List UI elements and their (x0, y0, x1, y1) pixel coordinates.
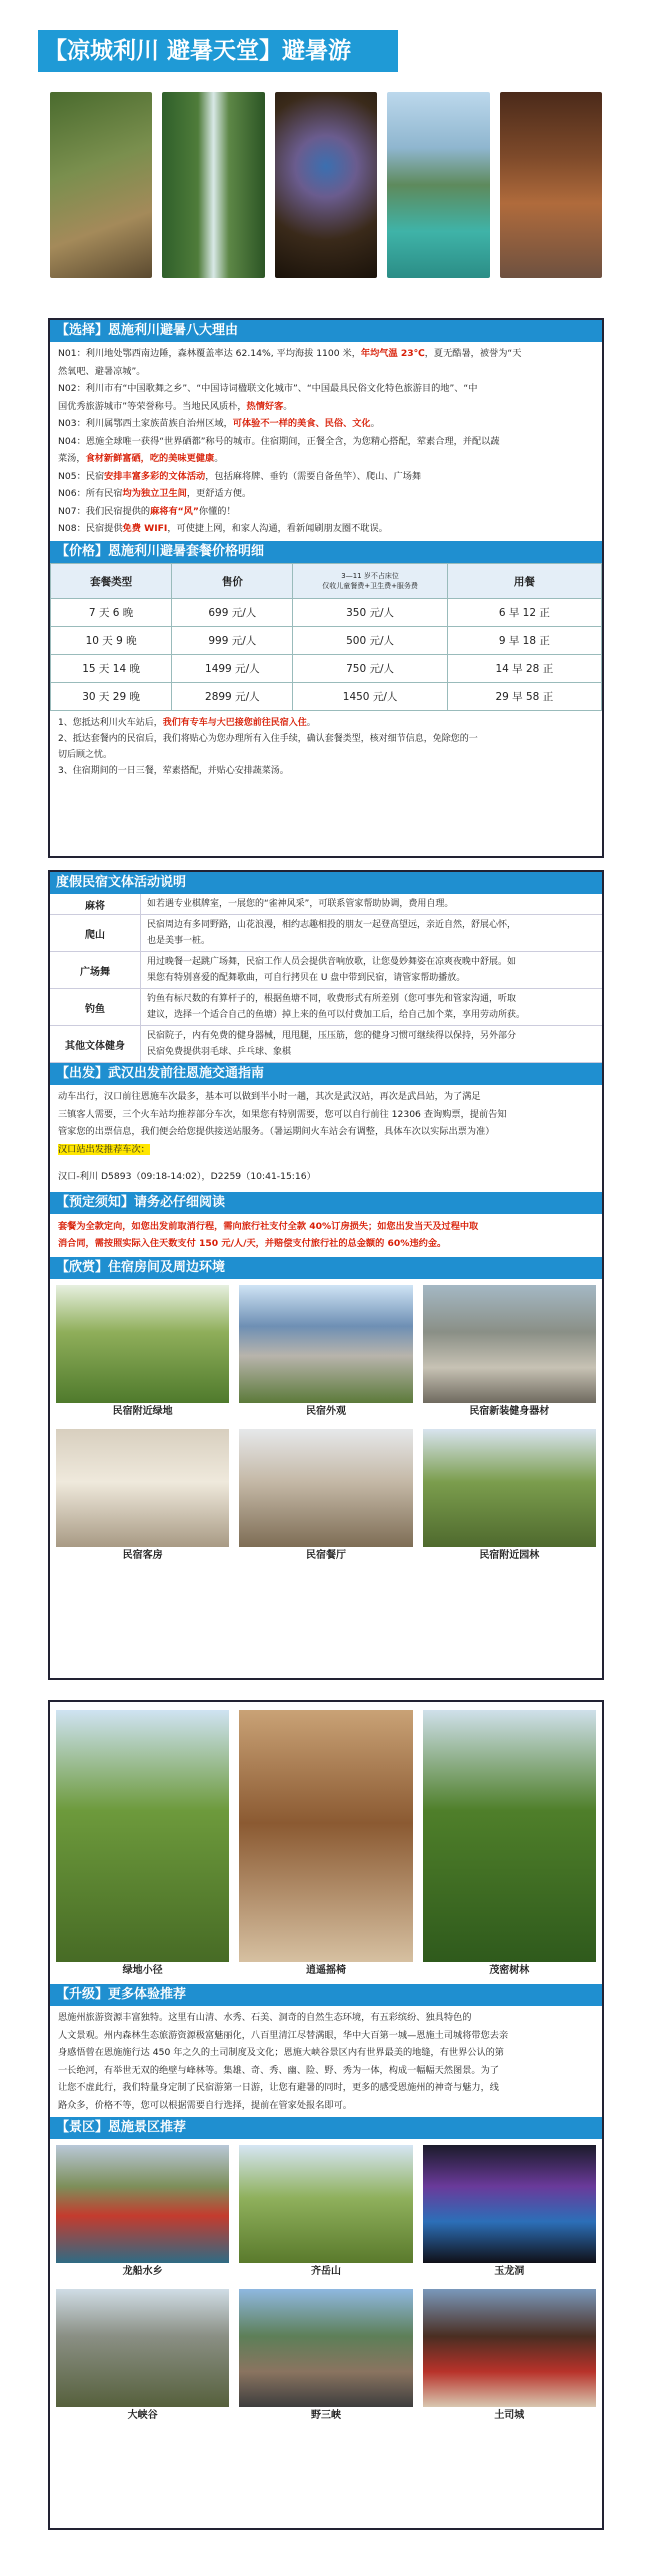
reason-text-red: 均为独立卫生间 (122, 488, 187, 499)
price-bar: 【价格】恩施利川避暑套餐价格明细 (50, 541, 602, 563)
reason-text-red: 免费 WIFI (122, 523, 168, 534)
reason-text-before: N01：利川地处鄂西南边陲，森林覆盖率达 62.14%, 平均海拔 1100 米， (58, 348, 361, 359)
price-cell: 699 元/人 (172, 599, 293, 627)
reason-text-before: 国优秀旅游城市”等荣誉称号。当地民风质朴， (58, 400, 247, 412)
reason-line (58, 450, 594, 468)
activity-desc (141, 952, 602, 988)
env2-card (56, 1710, 229, 1980)
scenic-image (56, 2145, 229, 2263)
price-note-part: 我们有专车与大巴接您前往民宿入住 (162, 718, 307, 728)
scenic-caption: 玉龙洞 (494, 2266, 525, 2277)
price-note-part: 切后顾之忧。 (58, 750, 113, 760)
price-cell: 15 天 14 晚 (51, 655, 172, 683)
scenic-card (239, 2145, 412, 2281)
price-note-part: 2、抵达套餐内的民宿后，我们将贴心为您办理所有入住手续，确认套餐类型，核对细节信息，免除您的一 (58, 734, 478, 744)
scenic-caption: 土司城 (494, 2410, 525, 2421)
env-grid (50, 1279, 602, 1569)
activity-row (50, 1026, 602, 1063)
activity-desc-line: 果您有特别喜爱的配舞歌曲，可自行拷贝在 U 盘中带到民宿，请管家帮助播放。 (147, 973, 466, 983)
env-caption: 民宿客房 (122, 1549, 163, 1561)
reason-text-after: 。 (370, 418, 380, 429)
recommend-text (50, 2006, 602, 2117)
activity-name: 钓鱼 (50, 989, 141, 1025)
reason-line (58, 415, 594, 433)
gallery-image-waterfall (162, 92, 264, 278)
reason-line (58, 520, 594, 538)
env-bar: 【欣赏】住宿房间及周边环境 (50, 1257, 602, 1279)
reason-line (58, 503, 594, 521)
reason-text-before: N08：民宿提供 (58, 523, 123, 534)
activity-name: 爬山 (50, 915, 141, 951)
price-notes (50, 711, 602, 785)
env2-grid (50, 1702, 602, 1984)
recommend-line: 身感悟曾在恩施施行达 450 年之久的土司制度及文化；恩施大峡谷景区内有世界最美的地缝，有世界公认的第 (58, 2047, 504, 2058)
train-list: 汉口-利川 D5893（09:18-14:02），D2259（10:41-15:16） (58, 1171, 316, 1182)
top-gallery (50, 92, 602, 282)
price-cell: 6 早 12 正 (447, 599, 601, 627)
scenic-card (239, 2289, 412, 2425)
activities-panel (48, 870, 604, 1680)
scenic-image (239, 2289, 412, 2407)
price-cell: 500 元/人 (293, 627, 447, 655)
activity-desc-line: 民宿院子，内有免费的健身器械，甩甩腿，压压筋，您的健身习惯可继续得以保持，另外部分 (147, 1031, 517, 1041)
reason-line (58, 433, 594, 451)
scenic-caption: 齐岳山 (310, 2266, 341, 2277)
reason-text-before: N04：恩施全球唯一获得“世界硒都”称号的城市。住宿期间，正餐全含，为您精心搭配，荤素合理，并配以蔬 (58, 435, 500, 447)
reason-text-red: 热情好客 (246, 400, 284, 412)
activity-desc (141, 989, 602, 1025)
activity-desc-line: 钓鱼有标尺数的有算杆子的，根据鱼塘不同，收费形式有所差别（您可事先和管家沟通，听取 (147, 994, 517, 1004)
reason-text-before: 然氧吧、避暑凉城”。 (58, 365, 146, 377)
scenic-image (423, 2289, 596, 2407)
recommend-line: 恩施州旅游资源丰富独特。这里有山清、水秀、石美、洞奇的自然生态环境，有五彩缤纷、独具特色的 (58, 2012, 472, 2023)
env-card (239, 1429, 412, 1565)
env-card (239, 1285, 412, 1421)
env2-caption: 绿地小径 (122, 1965, 163, 1976)
env-card (423, 1285, 596, 1421)
recommend-line: 让您不虚此行，我们特量身定制了民宿游第一日游，让您有避暑的同时，更多的感受恩施州的神奇与魅力，线 (58, 2082, 499, 2093)
scenic-caption: 龙船水乡 (122, 2266, 163, 2277)
price-note-part: 3、住宿期间的一日三餐，荤素搭配，并贴心安排蔬菜汤。 (58, 766, 289, 776)
notice-bar: 【预定须知】请务必仔细阅读 (50, 1192, 602, 1214)
train-highlight: 汉口站出发推荐车次： (58, 1143, 150, 1155)
transport-line: 管家您的出票信息，我们便会给您提供接送站服务。（暑运期间火车站会有调整，具体车次以实际出票为准） (58, 1126, 495, 1137)
activities-bar: 度假民宿文体活动说明 (50, 872, 602, 894)
env-caption: 民宿餐厅 (305, 1549, 346, 1561)
reason-text-after: 。 (283, 400, 293, 412)
reason-text-after: ，包括麻将牌、垂钓（需要自备鱼竿）、爬山、广场舞 (205, 470, 422, 482)
activity-row (50, 989, 602, 1026)
reason-line (58, 468, 594, 486)
price-note (58, 747, 594, 763)
price-note (58, 731, 594, 747)
env2-image (239, 1710, 412, 1962)
price-row (51, 683, 602, 711)
scenic-card (423, 2289, 596, 2425)
reason-text-before: N06：所有民宿 (58, 488, 123, 499)
reason-text-red: 安排丰富多彩的文体活动 (104, 470, 206, 482)
price-cell: 2899 元/人 (172, 683, 293, 711)
activity-desc-line: 如若遇专业棋牌室，一展您的“雀神风采”，可联系管家帮助协调，费用自理。 (147, 899, 454, 909)
env-card (56, 1285, 229, 1421)
reason-text-after: 你懂的！ (198, 505, 236, 517)
transport-text (50, 1085, 602, 1141)
price-cell: 30 天 29 晚 (51, 683, 172, 711)
activity-row (50, 952, 602, 989)
price-table (50, 563, 602, 711)
reason-text-red: 年均气温 23℃ (360, 348, 425, 359)
price-col-type: 套餐类型 (51, 564, 172, 599)
env-image (423, 1429, 596, 1547)
env-image (239, 1429, 412, 1547)
env2-caption: 茂密树林 (489, 1965, 530, 1976)
price-row (51, 599, 602, 627)
price-cell: 999 元/人 (172, 627, 293, 655)
reason-text-before: N07：我们民宿提供的 (58, 505, 151, 517)
reason-line (58, 398, 594, 416)
reasons-text (50, 342, 602, 541)
scenic-grid (50, 2139, 602, 2429)
price-cell: 7 天 6 晚 (51, 599, 172, 627)
env-caption: 民宿附近园林 (479, 1549, 540, 1561)
reason-text-before: 菜汤， (58, 453, 86, 464)
activity-name: 广场舞 (50, 952, 141, 988)
reason-line (58, 345, 594, 363)
scenic-image (423, 2145, 596, 2263)
recommend-line: 人文景观。州内森林生态旅游资源极富魅丽化，八百里清江尽替满眼，华中大百第一城—恩施土司城将带您去亲 (58, 2029, 509, 2041)
price-col-child-line2: 仅收儿童餐费+卫生费+服务费 (322, 582, 418, 590)
reason-text-after: ，夏无酷暑，被誉为“天 (424, 348, 522, 359)
activity-name: 其他文体健身 (50, 1026, 141, 1062)
scenic-image (239, 2145, 412, 2263)
gallery-image-lake (387, 92, 489, 278)
price-note-part: 1、您抵达利川火车站后， (58, 718, 163, 728)
reasons-price-panel (48, 318, 604, 858)
activity-row (50, 915, 602, 952)
reason-text-red: 食材新鲜富硒，吃的美味更健康 (85, 453, 215, 464)
price-cell: 750 元/人 (293, 655, 447, 683)
activity-desc (141, 915, 602, 951)
notice-text (50, 1214, 602, 1257)
notice-line: 套餐为全款定向，如您出发前取消行程，需向旅行社支付全款 40%订房损失；如您出发当天及过程中取 (58, 1220, 479, 1232)
env2-card (239, 1710, 412, 1980)
page-title: 【凉城利川 避暑天堂】避暑游 (38, 30, 398, 72)
env2-caption: 逍遥摇椅 (305, 1965, 346, 1976)
recommend-line: 一长绝河，有举世无双的绝壁与峰林等。集雄、奇、秀、幽、险、野、秀为一体，构成一幅幅天然图景。为了 (58, 2064, 499, 2076)
transport-line: 三镇客人需要，三个火车站均推荐部分车次，如果您有特别需要，您可以自行前往 12306 查询购票，提前告知 (58, 1108, 507, 1120)
reason-line (58, 485, 594, 503)
env-image (239, 1285, 412, 1403)
env-caption: 民宿附近绿地 (112, 1405, 173, 1417)
price-col-child-line1: 3—11 岁不占床位 (341, 572, 399, 580)
price-cell: 29 早 58 正 (447, 683, 601, 711)
notice-line: 消合同，需按照实际入住天数支付 150 元/人/天，并赔偿支付旅行社的总金额的 60%违约金。 (58, 1238, 447, 1249)
reason-line (58, 380, 594, 398)
env2-image (423, 1710, 596, 1962)
reason-text-before: N03：利川属鄂西土家族苗族自治州区域， (58, 418, 233, 429)
price-col-meal: 用餐 (447, 564, 601, 599)
scenic-image (56, 2289, 229, 2407)
price-row (51, 655, 602, 683)
price-cell: 14 早 28 正 (447, 655, 601, 683)
gallery-image-gate (500, 92, 602, 278)
scenic-card (56, 2289, 229, 2425)
env2-image (56, 1710, 229, 1962)
activity-desc (141, 1026, 602, 1062)
gallery-image-performer (275, 92, 377, 278)
price-cell: 10 天 9 晚 (51, 627, 172, 655)
price-cell: 1499 元/人 (172, 655, 293, 683)
price-cell: 1450 元/人 (293, 683, 447, 711)
reason-text-after: 。 (214, 453, 224, 464)
price-col-price: 售价 (172, 564, 293, 599)
env-caption: 民宿新装健身器材 (469, 1405, 550, 1417)
env2-card (423, 1710, 596, 1980)
env-image (56, 1285, 229, 1403)
price-row (51, 627, 602, 655)
scenic-caption: 野三峡 (310, 2410, 341, 2421)
transport-extra (50, 1141, 602, 1186)
gallery-image-stone-path (50, 92, 152, 278)
activities-table (50, 894, 602, 1063)
scenic-card (56, 2145, 229, 2281)
recommend-bar: 【升级】更多体验推荐 (50, 1984, 602, 2006)
price-note (58, 715, 594, 731)
recommend-line: 路众多，价格不等，您可以根据需要自行选择，提前在管家处报名即可。 (58, 2099, 352, 2111)
reasons-bar: 【选择】恩施利川避暑八大理由 (50, 320, 602, 342)
scenic-bar: 【景区】恩施景区推荐 (50, 2117, 602, 2139)
reason-text-red: 可体验不一样的美食、民俗、文化 (232, 418, 371, 429)
reason-line (58, 363, 594, 381)
price-col-child (293, 564, 447, 599)
reason-text-red: 麻将有“风” (150, 505, 199, 517)
price-cell: 350 元/人 (293, 599, 447, 627)
reason-text-after: ，更舒适方便。 (186, 488, 252, 499)
activity-desc-line: 用过晚餐一起跳广场舞，民宿工作人员会提供音响放歌，让您曼妙舞姿在凉爽夜晚中舒展。如 (147, 957, 517, 967)
activity-desc-line: 建议，选择一个适合自己的鱼塘）掉上来的鱼可以付费加工后，给自己加个菜，享用劳动所获。 (147, 1010, 526, 1020)
env-card (56, 1429, 229, 1565)
activity-desc-line: 民宿免费提供羽毛球、乒乓球、象棋 (147, 1047, 292, 1057)
price-note (58, 763, 594, 779)
scenic-caption: 大峡谷 (127, 2410, 158, 2421)
reason-text-before: N05：民宿 (58, 470, 105, 482)
activity-desc-line: 也是美事一桩。 (147, 936, 211, 946)
env-card (423, 1429, 596, 1565)
transport-line: 动车出行，汉口前往恩施车次最多，基本可以做到半小时一趟，其次是武汉站，再次是武昌站，为了满足 (58, 1091, 481, 1102)
scenic-card (423, 2145, 596, 2281)
activity-row (50, 894, 602, 915)
price-cell: 9 早 18 正 (447, 627, 601, 655)
activity-desc-line: 民宿周边有多同野路，山花浪漫，相约志趣相投的朋友一起登高望远，亲近自然，舒展心怀， (147, 920, 517, 930)
env-image (56, 1429, 229, 1547)
transport-bar: 【出发】武汉出发前往恩施交通指南 (50, 1063, 602, 1085)
env-image (423, 1285, 596, 1403)
activity-desc (141, 894, 602, 914)
reason-text-before: N02：利川市有“中国歌舞之乡”、“中国诗词楹联文化城市”、“中国最具民俗文化特色旅游目的地”、“中 (58, 383, 478, 394)
price-note-part: 。 (306, 718, 316, 728)
scenic-panel (48, 1700, 604, 2530)
env-caption: 民宿外观 (305, 1405, 346, 1417)
reason-text-after: ，可使捷上网，和家人沟通，看新闻刷朋友圈不耽误。 (167, 523, 388, 534)
activity-name: 麻将 (50, 894, 141, 914)
